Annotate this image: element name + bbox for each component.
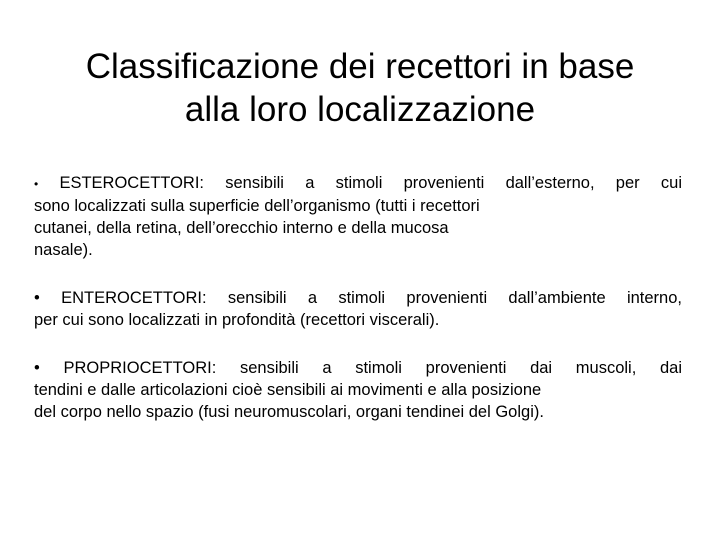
item-line: del corpo nello spazio (fusi neuromuscolari, organi tendinei del Golgi). (34, 403, 544, 421)
item-term: PROPRIOCETTORI (63, 359, 212, 377)
item-line: sono localizzati sulla superficie dell’organismo (tutti i recettori (34, 197, 480, 215)
bullet-icon: • (34, 289, 40, 307)
item-line: cutanei, della retina, dell’orecchio interno e della mucosa (34, 219, 449, 237)
item-line (34, 357, 682, 379)
item-term: ESTEROCETTORI (59, 174, 200, 192)
item-line: per cui sono localizzati in profondità (recettori viscerali). (34, 311, 440, 329)
item-text: : sensibili a stimoli provenienti dai muscoli, dai (211, 359, 682, 377)
list-item-esterocettori (34, 172, 682, 261)
bullet-icon: • (34, 177, 39, 191)
bullet-icon: • (34, 359, 40, 377)
list-item-propriocettori (34, 357, 682, 423)
item-line: nasale). (34, 241, 93, 259)
slide-title-line-1: Classificazione dei recettori in base (85, 47, 635, 87)
slide-title (20, 45, 700, 131)
item-term: ENTEROCETTORI (61, 289, 202, 307)
list-item-enterocettori (34, 287, 682, 331)
slide-body (34, 172, 682, 423)
item-line: tendini e dalle articolazioni cioè sensibili ai movimenti e alla posizione (34, 381, 542, 399)
item-line (34, 172, 682, 195)
slide-title-line-2: alla loro localizzazione (184, 90, 536, 130)
item-text: : sensibili a stimoli provenienti dall’ambiente interno, (201, 289, 682, 307)
item-text: : sensibili a stimoli provenienti dall’esterno, per cui (199, 174, 682, 192)
item-line (34, 287, 682, 309)
